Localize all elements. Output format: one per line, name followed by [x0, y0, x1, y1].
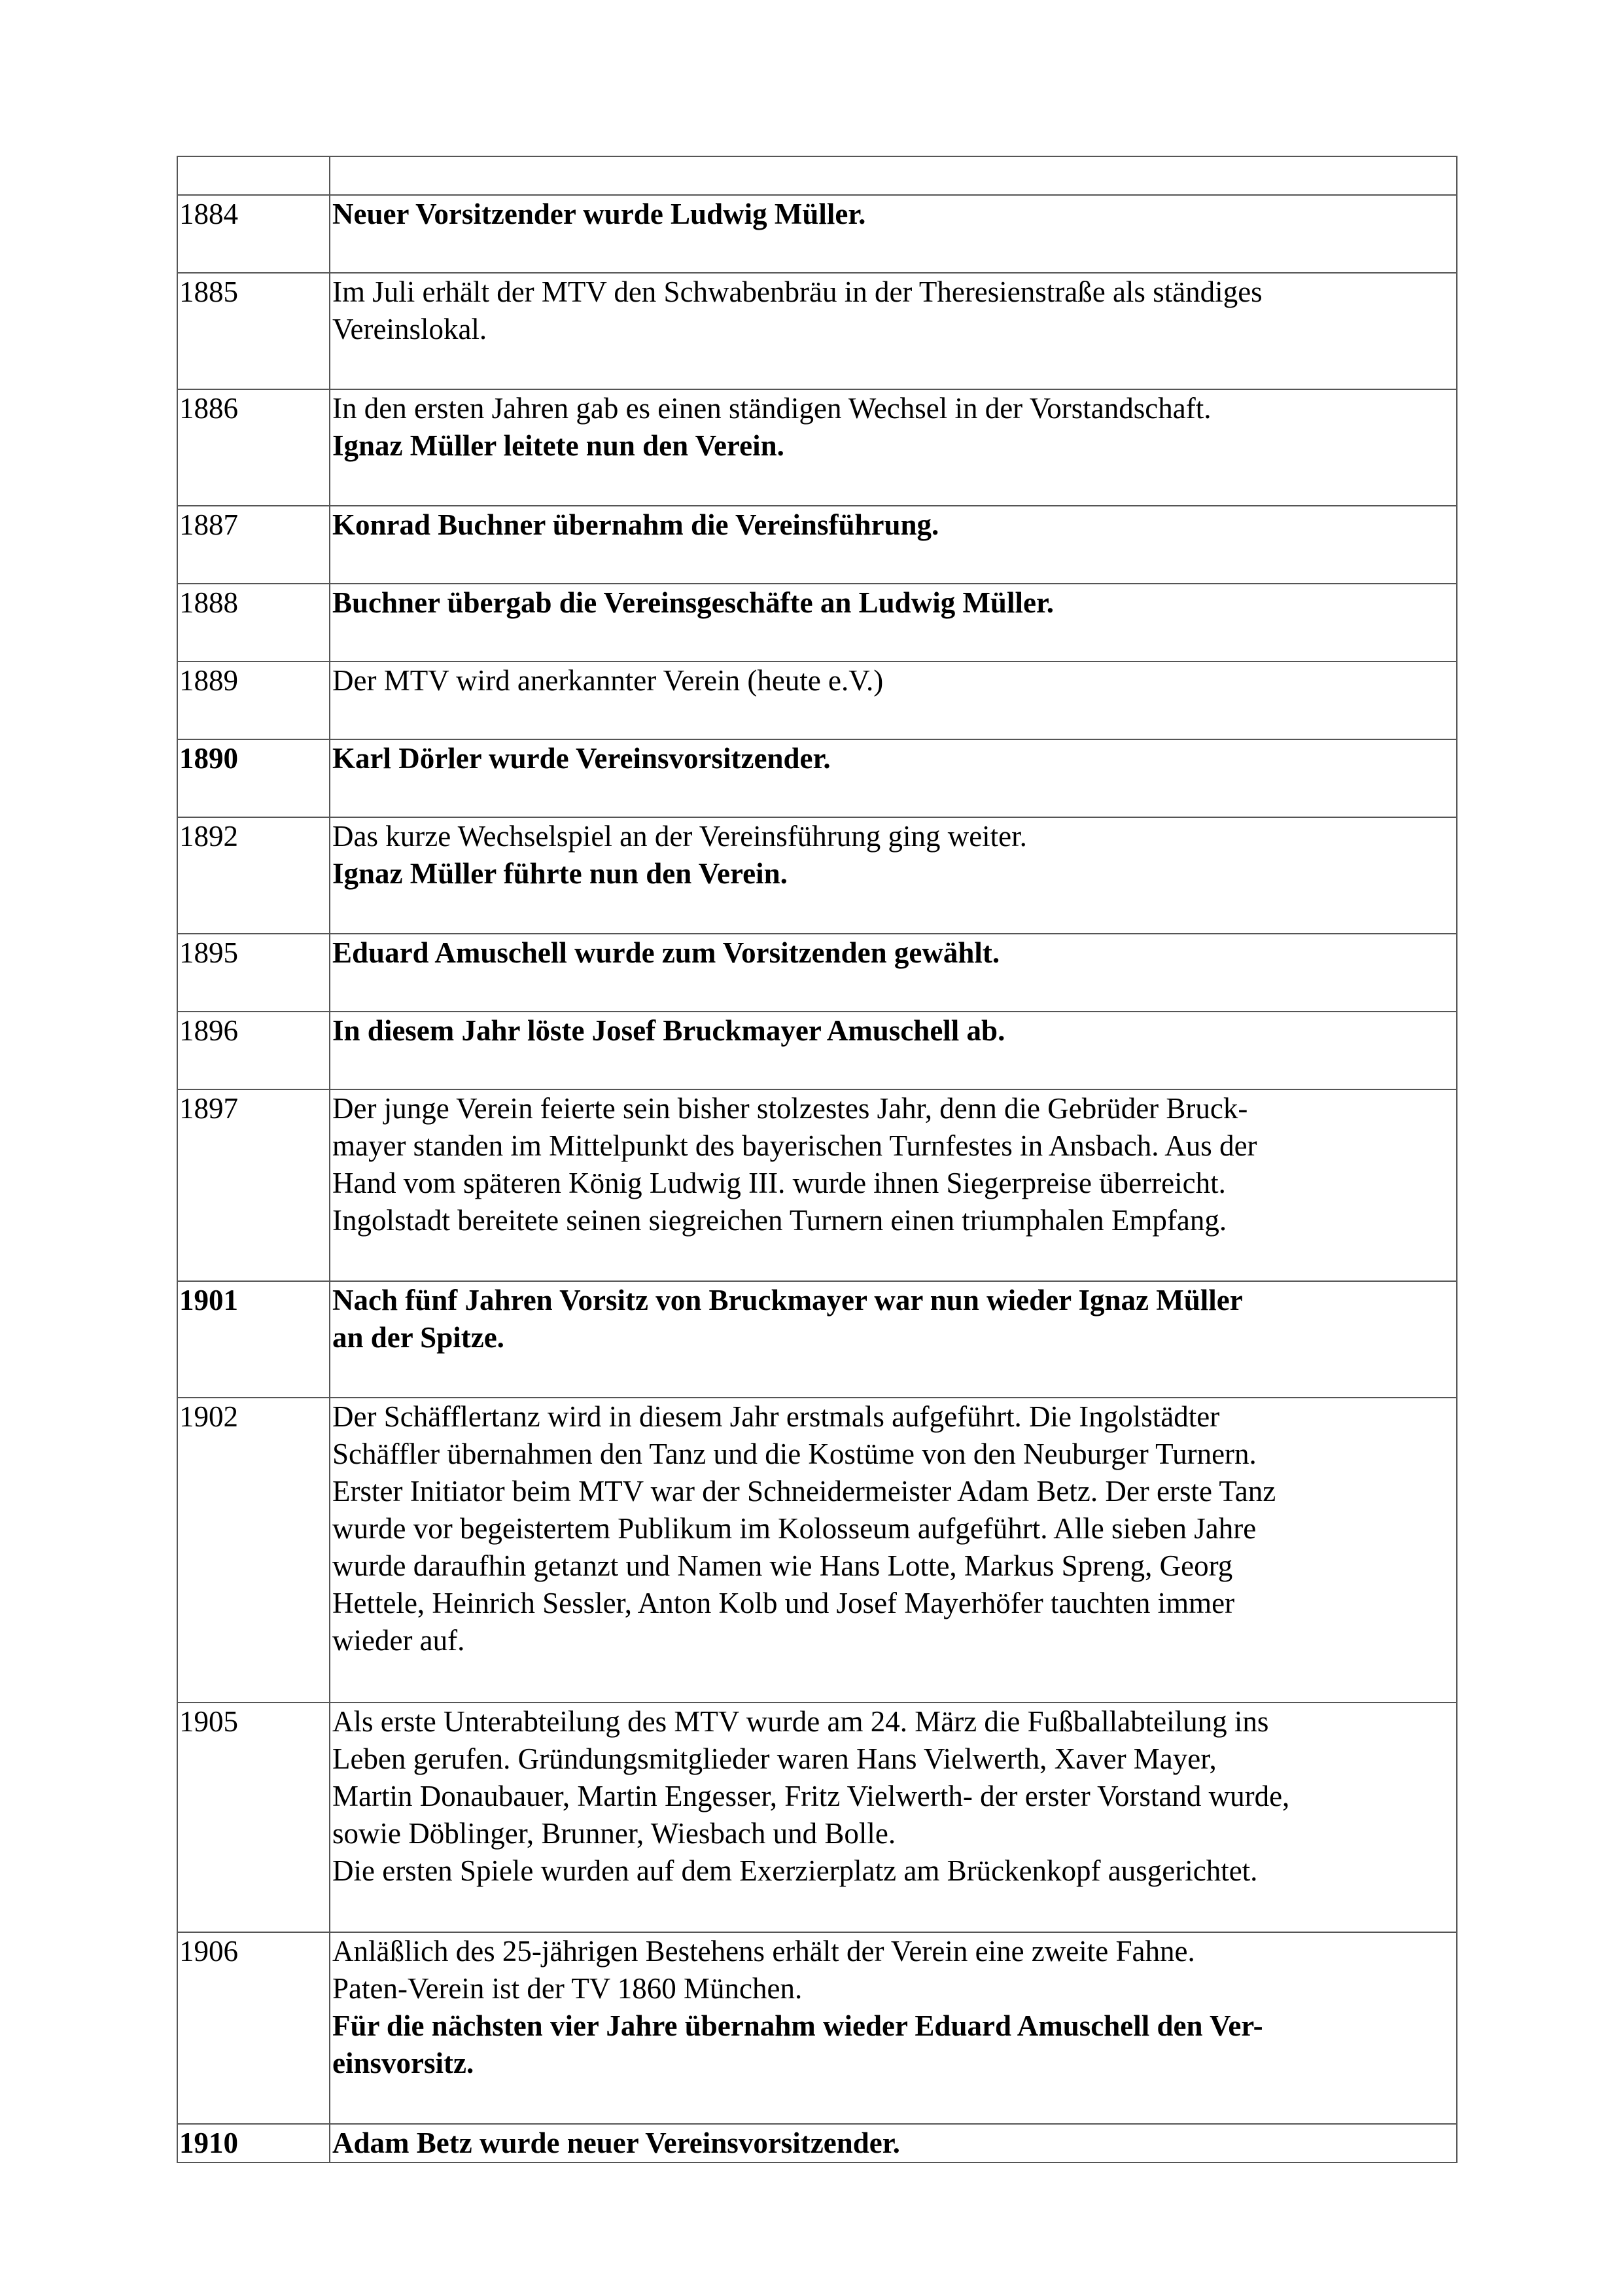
year-cell: 1888 — [177, 584, 330, 662]
table-row — [177, 662, 1457, 739]
event-cell — [330, 934, 1457, 1012]
table-row — [177, 1089, 1457, 1281]
year-cell: 1884 — [177, 195, 330, 273]
event-text-line: Schäffler übernahmen den Tanz und die Kostüme von den Neuburger Turnern. — [332, 1438, 1257, 1470]
event-text-line: Als erste Unterabteilung des MTV wurde am 24. März die Fußballabteilung ins — [332, 1705, 1269, 1738]
event-text-line: wieder auf. — [332, 1624, 465, 1657]
event-text-line: Im Juli erhält der MTV den Schwabenbräu in der Theresienstraße als ständiges — [332, 275, 1263, 308]
event-text-line: In den ersten Jahren gab es einen ständigen Wechsel in der Vorstandschaft. — [332, 392, 1212, 425]
header-cell-event — [330, 156, 1457, 195]
event-cell — [330, 506, 1457, 584]
table-row — [177, 273, 1457, 389]
event-cell — [330, 273, 1457, 389]
event-cell — [330, 1012, 1457, 1089]
event-text-line: mayer standen im Mittelpunkt des bayerischen Turnfestes in Ansbach. Aus der — [332, 1129, 1257, 1162]
year-cell: 1897 — [177, 1089, 330, 1281]
table-row — [177, 739, 1457, 817]
event-text-line: Der junge Verein feierte sein bisher stolzestes Jahr, denn die Gebrüder Bruck- — [332, 1092, 1248, 1125]
event-cell — [330, 2124, 1457, 2163]
event-text-line: Vereinslokal. — [332, 313, 487, 345]
event-text-line: Adam Betz wurde neuer Vereinsvorsitzender. — [332, 2127, 900, 2159]
year-cell: 1887 — [177, 506, 330, 584]
table-row — [177, 817, 1457, 934]
event-text-line: Paten-Verein ist der TV 1860 München. — [332, 1972, 803, 2005]
table-row — [177, 506, 1457, 584]
event-text-line: Für die nächsten vier Jahre übernahm wieder Eduard Amuschell den Ver- — [332, 2009, 1263, 2042]
event-text-line: sowie Döblinger, Brunner, Wiesbach und Bolle. — [332, 1817, 896, 1850]
event-text-line: Martin Donaubauer, Martin Engesser, Fritz Vielwerth- der erster Vorstand wurde, — [332, 1780, 1290, 1812]
event-text-line: Die ersten Spiele wurden auf dem Exerzierplatz am Brückenkopf ausgerichtet. — [332, 1854, 1258, 1887]
year-cell: 1886 — [177, 389, 330, 506]
event-text-line: wurde daraufhin getanzt und Namen wie Hans Lotte, Markus Spreng, Georg — [332, 1549, 1233, 1582]
event-cell — [330, 1089, 1457, 1281]
event-text-line: In diesem Jahr löste Josef Bruckmayer Amuschell ab. — [332, 1014, 1005, 1047]
event-text-line: Das kurze Wechselspiel an der Vereinsführung ging weiter. — [332, 820, 1027, 853]
event-cell — [330, 739, 1457, 817]
event-text-line: Karl Dörler wurde Vereinsvorsitzender. — [332, 742, 831, 775]
event-text-line: Eduard Amuschell wurde zum Vorsitzenden gewählt. — [332, 936, 1000, 969]
event-text-line: einsvorsitz. — [332, 2047, 474, 2079]
year-cell: 1906 — [177, 1932, 330, 2124]
year-cell: 1889 — [177, 662, 330, 739]
table-row — [177, 2124, 1457, 2163]
year-cell: 1902 — [177, 1398, 330, 1703]
year-cell: 1901 — [177, 1281, 330, 1398]
event-text-line: an der Spitze. — [332, 1321, 504, 1354]
year-cell: 1910 — [177, 2124, 330, 2163]
year-cell: 1895 — [177, 934, 330, 1012]
event-text-line: Buchner übergab die Vereinsgeschäfte an Ludwig Müller. — [332, 586, 1055, 619]
event-text-line: Ignaz Müller leitete nun den Verein. — [332, 429, 784, 462]
table-row — [177, 934, 1457, 1012]
table-header-row — [177, 156, 1457, 195]
year-cell: 1905 — [177, 1703, 330, 1932]
year-cell: 1890 — [177, 739, 330, 817]
event-cell — [330, 1281, 1457, 1398]
event-cell — [330, 389, 1457, 506]
event-cell — [330, 195, 1457, 273]
event-text-line: Ignaz Müller führte nun den Verein. — [332, 857, 788, 890]
event-text-line: Erster Initiator beim MTV war der Schneidermeister Adam Betz. Der erste Tanz — [332, 1475, 1276, 1508]
table-row — [177, 1281, 1457, 1398]
event-cell — [330, 817, 1457, 934]
year-cell: 1892 — [177, 817, 330, 934]
event-text-line: Nach fünf Jahren Vorsitz von Bruckmayer war nun wieder Ignaz Müller — [332, 1284, 1243, 1316]
event-text-line: Leben gerufen. Gründungsmitglieder waren Hans Vielwerth, Xaver Mayer, — [332, 1742, 1217, 1775]
year-cell: 1885 — [177, 273, 330, 389]
event-text-line: Hand vom späteren König Ludwig III. wurde ihnen Siegerpreise überreicht. — [332, 1167, 1226, 1199]
table-row — [177, 1012, 1457, 1089]
event-cell — [330, 1398, 1457, 1703]
chronicle-table — [177, 156, 1457, 2163]
event-text-line: wurde vor begeistertem Publikum im Kolosseum aufgeführt. Alle sieben Jahre — [332, 1512, 1257, 1545]
table-row — [177, 195, 1457, 273]
table-row — [177, 1932, 1457, 2124]
event-text-line: Ingolstadt bereitete seinen siegreichen Turnern einen triumphalen Empfang. — [332, 1204, 1227, 1237]
event-text-line: Der MTV wird anerkannter Verein (heute e.V.) — [332, 664, 884, 697]
event-cell — [330, 662, 1457, 739]
chronicle-table-body — [177, 156, 1457, 2163]
table-row — [177, 1398, 1457, 1703]
event-text-line: Hettele, Heinrich Sessler, Anton Kolb und Josef Mayerhöfer tauchten immer — [332, 1587, 1235, 1619]
header-cell-year — [177, 156, 330, 195]
event-text-line: Anläßlich des 25-jährigen Bestehens erhält der Verein eine zweite Fahne. — [332, 1935, 1195, 1968]
event-text-line: Konrad Buchner übernahm die Vereinsführung. — [332, 508, 939, 541]
table-row — [177, 584, 1457, 662]
year-cell: 1896 — [177, 1012, 330, 1089]
table-row — [177, 389, 1457, 506]
event-text-line: Neuer Vorsitzender wurde Ludwig Müller. — [332, 198, 866, 230]
table-row — [177, 1703, 1457, 1932]
event-cell — [330, 584, 1457, 662]
event-cell — [330, 1703, 1457, 1932]
event-cell — [330, 1932, 1457, 2124]
event-text-line: Der Schäfflertanz wird in diesem Jahr erstmals aufgeführt. Die Ingolstädter — [332, 1400, 1220, 1433]
